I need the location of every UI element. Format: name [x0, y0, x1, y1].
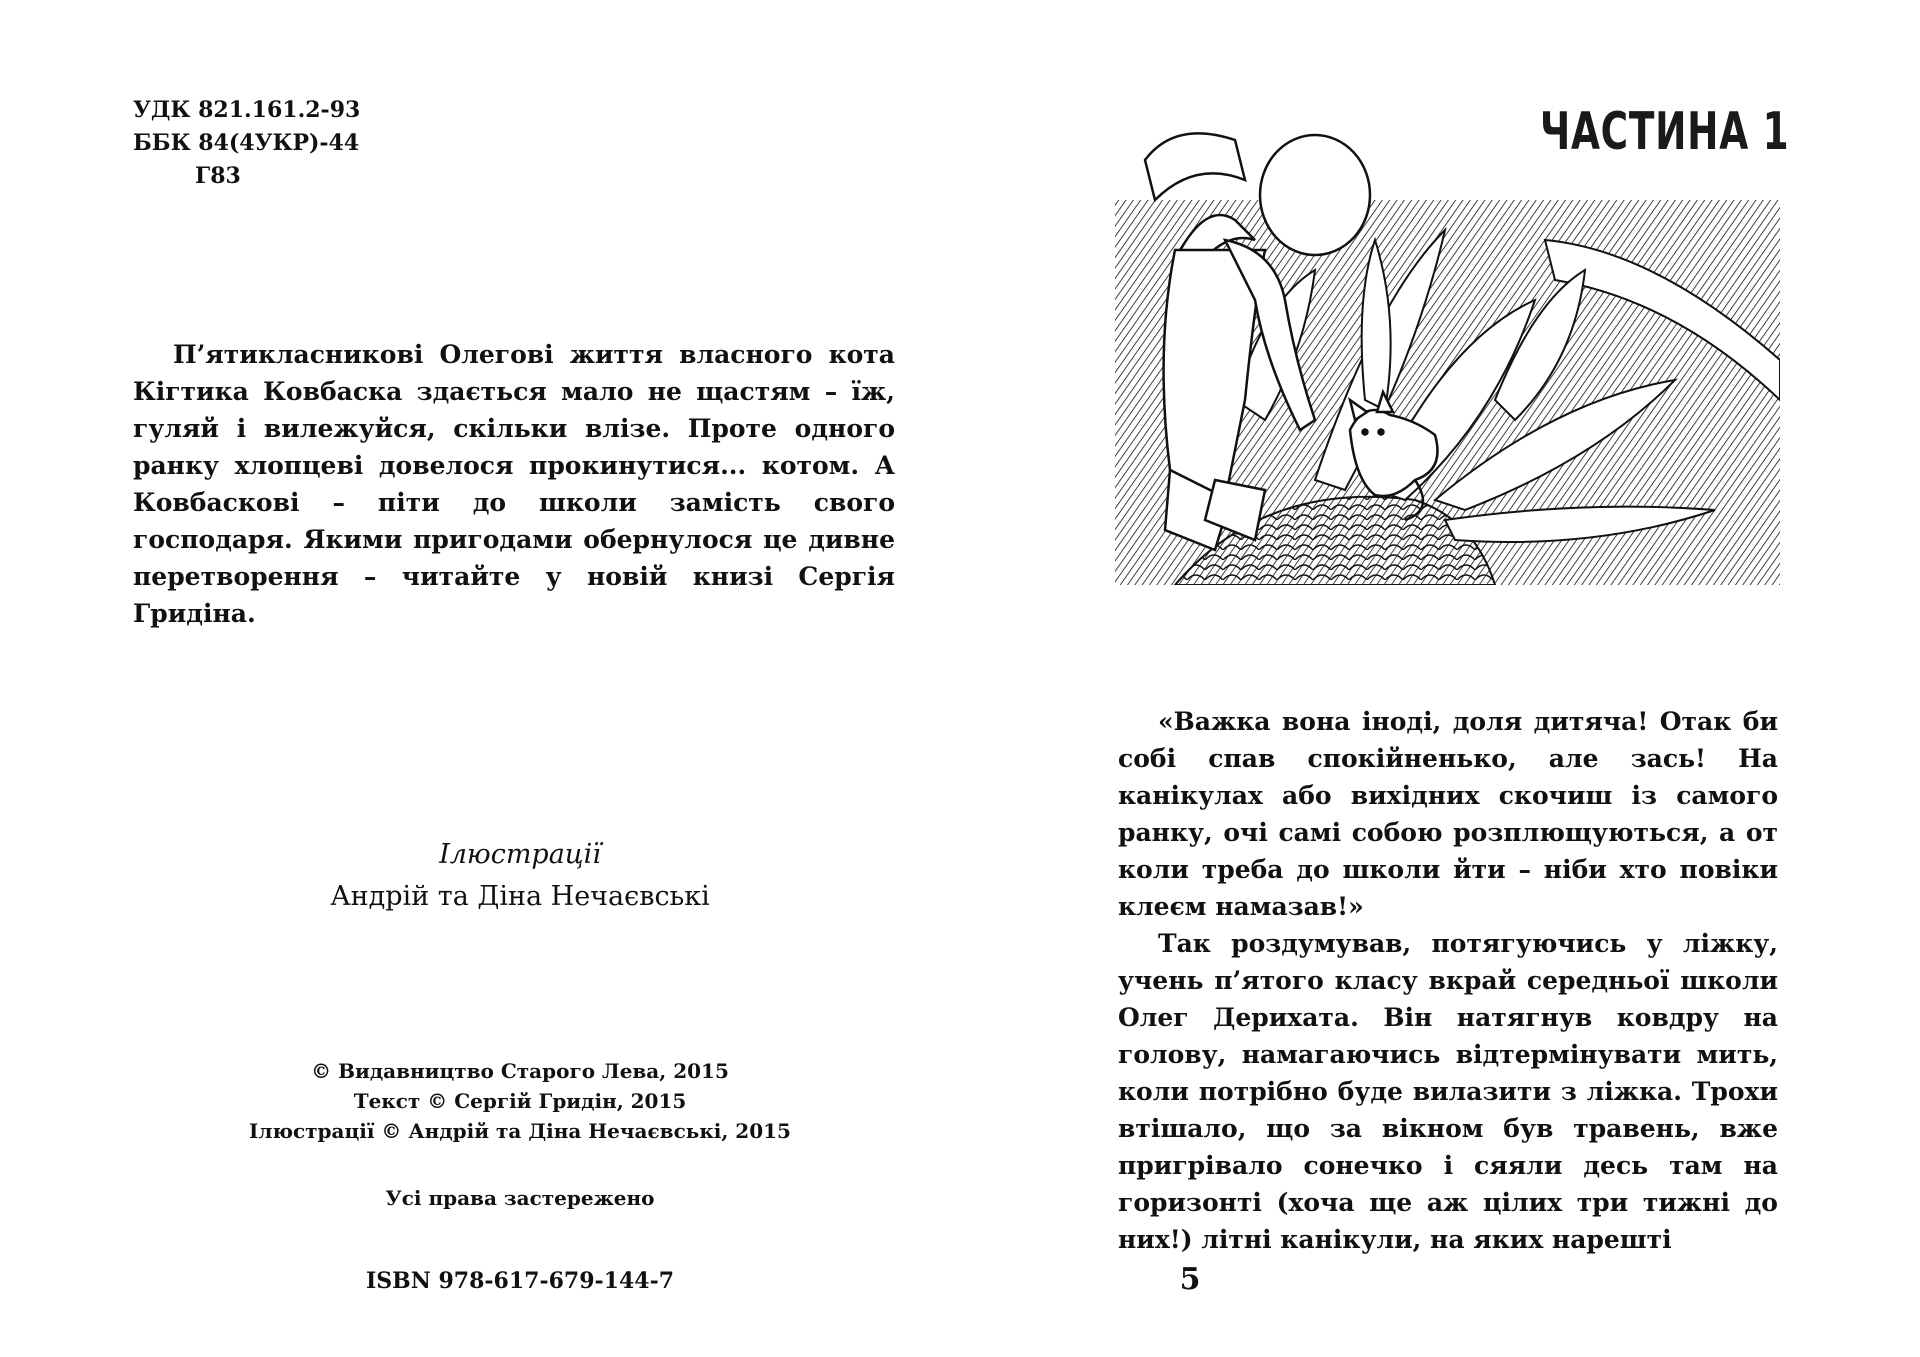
annotation-text: П’ятикласникові Олегові життя власного кота Кігтика Ковбаска здається мало не щастям – їж, гуляй і вилежуйся, скільки влізе. Проте одного ранку хлопцеві довелося прокинутися... котом. А Ковбаскові – піти до школи замість свого господаря. Якими пригодами обернулося це дивне перетворення – читайте у новій книзі Сергія Гридіна. — [133, 340, 895, 628]
right-page — [960, 0, 1920, 1357]
copyright-block — [200, 1056, 840, 1146]
copyright-line: Текст © Сергій Гридін, 2015 — [353, 1089, 687, 1113]
illustrations-heading: Ілюстрації — [439, 839, 601, 870]
story-text — [1118, 703, 1778, 1258]
page-number: 5 — [1179, 1262, 1201, 1297]
story-paragraph: «Важка вона іноді, доля дитяча! Отак би собі спав спокійненько, але зась! На канікулах або вихідних скочиш із самого ранку, очі самі собою розплющуються, а от коли треба до школи йти – ніби хто повіки клеєм намазав!» — [1118, 707, 1778, 921]
illustrators-names: Андрій та Діна Нечаєвські — [330, 881, 710, 912]
boy-with-cat-illustration — [1115, 100, 1780, 585]
illustrators-block — [280, 834, 760, 918]
bbk-code: ББК 84(4УКР)-44 — [133, 130, 360, 156]
author-mark: Г83 — [195, 163, 241, 189]
chapter-title: ЧАСТИНА 1 — [1540, 102, 1790, 162]
udk-code: УДК 821.161.2-93 — [133, 97, 361, 123]
book-annotation — [133, 336, 895, 632]
copyright-line: © Видавництво Старого Лева, 2015 — [311, 1059, 729, 1083]
rights-reserved: Усі права застережено — [385, 1186, 655, 1210]
story-paragraph: Так роздумував, потягуючись у ліжку, учень п’ятого класу вкрай середньої школи Олег Дерихата. Він натягнув ковдру на голову, намагаючись відтермінувати мить, коли потрібно буде вилазити з ліжка. Трохи втішало, що за вікном був травень, вже пригрівало сонечко і сяяли десь там на горизонті (хоча ще аж цілих три тижні до них!) літні канікули, на яких нарешті — [1118, 929, 1778, 1254]
copyright-line: Ілюстрації © Андрій та Діна Нечаєвські, 2015 — [249, 1119, 791, 1143]
classification-codes — [133, 94, 360, 193]
page-number-container — [460, 1262, 1420, 1297]
isbn: ISBN 978-617-679-144-7 — [365, 1268, 675, 1294]
